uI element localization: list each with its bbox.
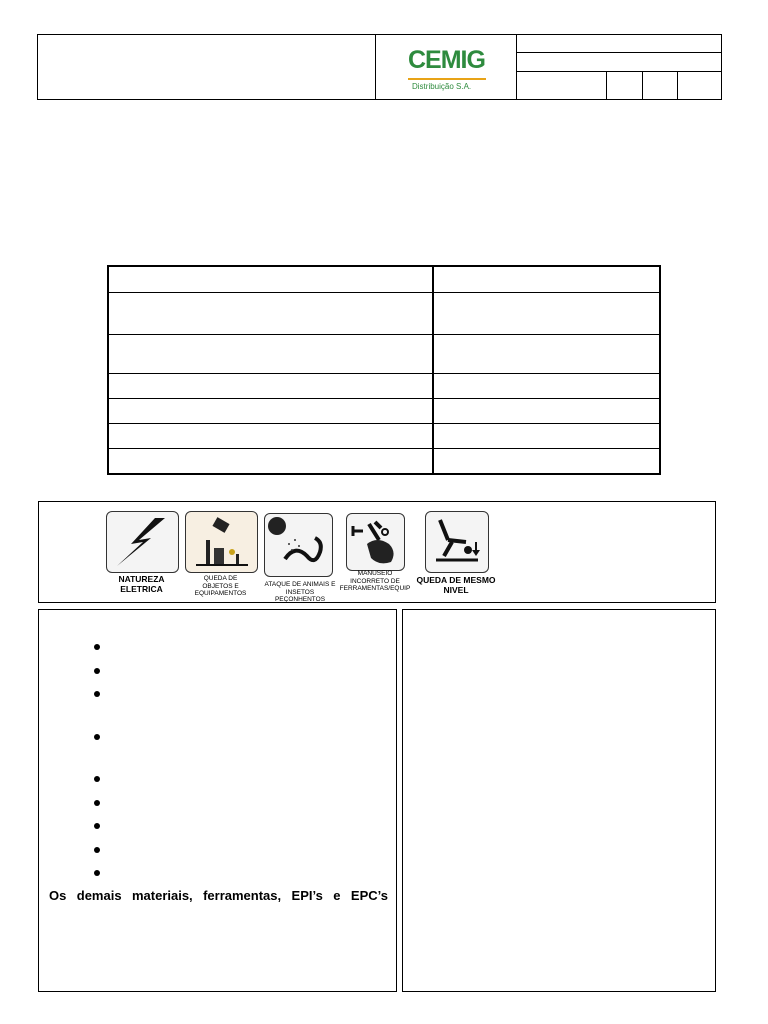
materials-box	[38, 609, 397, 992]
list-bullet	[94, 847, 100, 853]
list-bullet	[94, 823, 100, 829]
falling-objects-icon	[185, 511, 258, 573]
hazard-label-same-level-fall: QUEDA DE MESMO NIVEL	[416, 575, 496, 595]
list-bullet	[94, 734, 100, 740]
materials-closing-text: Os demais materiais, ferramentas, EPI’s e EPC’s	[49, 888, 388, 903]
header-grid-line	[517, 52, 722, 53]
table-row-divider	[109, 334, 659, 335]
header-grid-line	[606, 71, 607, 100]
logo-accent-bar	[408, 78, 486, 80]
hazard-label-tool-handling: MANUSEIO INCORRETO DE FERRAMENTAS/EQUIP	[339, 570, 411, 592]
header-grid-line	[677, 71, 678, 100]
snake-insects-icon	[264, 513, 333, 577]
list-bullet	[94, 870, 100, 876]
table-row-divider	[109, 423, 659, 424]
person-falling-icon	[425, 511, 489, 573]
list-bullet	[94, 800, 100, 806]
logo-subtitle: Distribuição S.A.	[412, 82, 472, 91]
hazard-label-electric: NATUREZA ELETRICA	[118, 574, 165, 594]
cemig-logo: CEMIG	[408, 46, 485, 74]
hazard-label-animals: ATAQUE DE ANIMAIS E INSETOS PEÇONHENTOS	[264, 581, 336, 603]
logo-cell	[375, 34, 517, 100]
list-bullet	[94, 776, 100, 782]
table-row-divider	[109, 398, 659, 399]
hazard-label-falling-objects: QUEDA DE OBJETOS E EQUIPAMENTOS	[194, 575, 247, 597]
list-bullet	[94, 691, 100, 697]
header-grid-line	[517, 71, 722, 72]
header-grid-line	[642, 71, 643, 100]
table-row-divider	[109, 292, 659, 293]
list-bullet	[94, 668, 100, 674]
hazards-panel	[38, 501, 716, 603]
notes-box	[402, 609, 716, 992]
info-table	[107, 265, 661, 475]
tool-hand-icon	[346, 513, 405, 571]
table-row-divider	[109, 448, 659, 449]
lightning-bolt-icon	[106, 511, 179, 573]
table-column-divider	[432, 267, 434, 473]
list-bullet	[94, 644, 100, 650]
table-row-divider	[109, 373, 659, 374]
